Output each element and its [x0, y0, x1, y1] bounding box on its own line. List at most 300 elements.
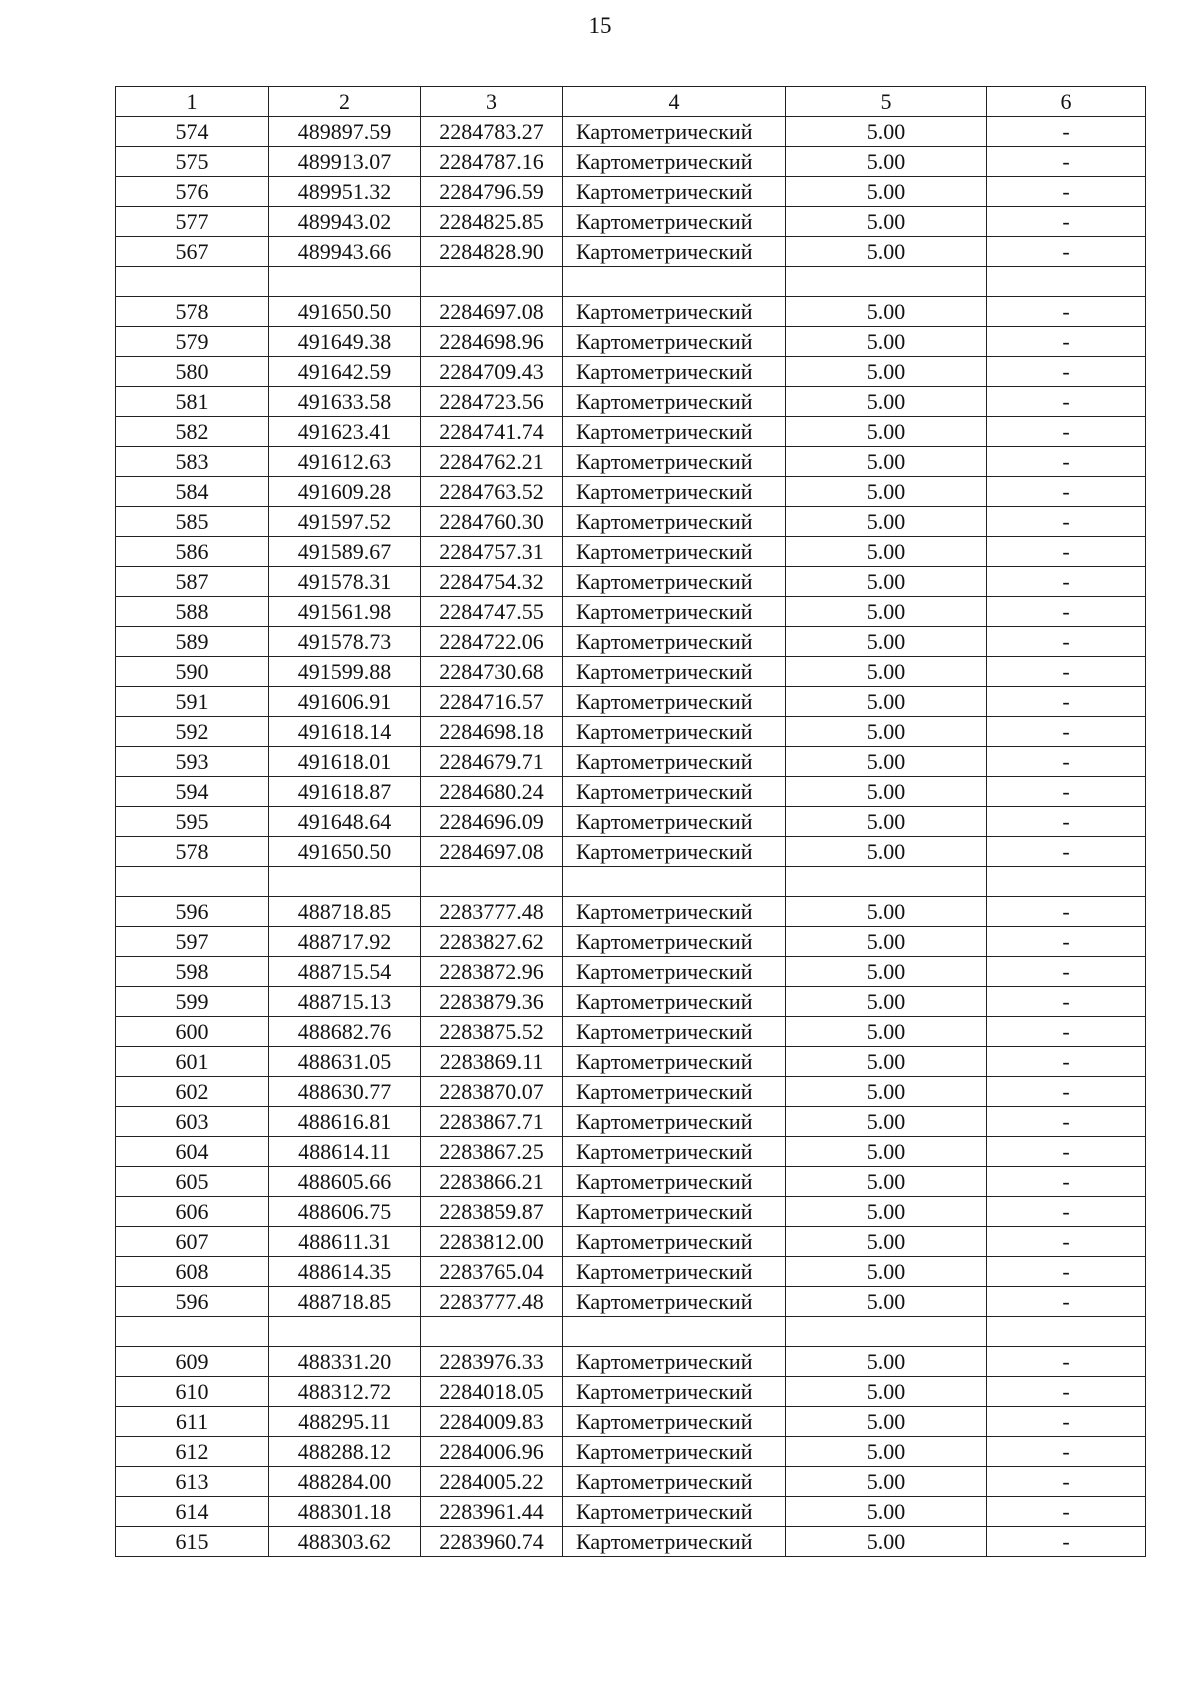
x-coordinate-cell: 488718.85 — [269, 1287, 421, 1317]
method-cell: Картометрический — [563, 297, 786, 327]
method-cell: Картометрический — [563, 837, 786, 867]
method-cell: Картометрический — [563, 177, 786, 207]
point-number-cell: 584 — [116, 477, 269, 507]
y-coordinate-cell: 2283765.04 — [421, 1257, 563, 1287]
point-number-cell: 599 — [116, 987, 269, 1017]
note-cell: - — [987, 957, 1146, 987]
accuracy-cell: 5.00 — [786, 117, 987, 147]
y-coordinate-cell — [421, 1317, 563, 1347]
point-number-cell: 586 — [116, 537, 269, 567]
method-cell — [563, 867, 786, 897]
table-row — [116, 447, 1146, 477]
table-row — [116, 1497, 1146, 1527]
page-number: 15 — [588, 13, 612, 38]
x-coordinate-cell: 488611.31 — [269, 1227, 421, 1257]
x-coordinate-cell: 488331.20 — [269, 1347, 421, 1377]
table-row — [116, 597, 1146, 627]
y-coordinate-cell: 2284730.68 — [421, 657, 563, 687]
point-number-cell: 615 — [116, 1527, 269, 1557]
accuracy-cell: 5.00 — [786, 1407, 987, 1437]
accuracy-cell: 5.00 — [786, 1197, 987, 1227]
method-cell: Картометрический — [563, 237, 786, 267]
method-cell: Картометрический — [563, 447, 786, 477]
method-cell: Картометрический — [563, 957, 786, 987]
column-header-5: 5 — [786, 87, 987, 117]
table-row — [116, 1347, 1146, 1377]
point-number-cell: 595 — [116, 807, 269, 837]
accuracy-cell — [786, 267, 987, 297]
note-cell: - — [987, 717, 1146, 747]
method-cell: Картометрический — [563, 627, 786, 657]
accuracy-cell: 5.00 — [786, 207, 987, 237]
point-number-cell: 597 — [116, 927, 269, 957]
note-cell — [987, 1317, 1146, 1347]
note-cell: - — [987, 837, 1146, 867]
x-coordinate-cell: 488614.11 — [269, 1137, 421, 1167]
method-cell: Картометрический — [563, 1437, 786, 1467]
note-cell: - — [987, 1107, 1146, 1137]
table-row — [116, 1227, 1146, 1257]
method-cell: Картометрический — [563, 597, 786, 627]
point-number-cell: 583 — [116, 447, 269, 477]
accuracy-cell: 5.00 — [786, 357, 987, 387]
x-coordinate-cell: 491648.64 — [269, 807, 421, 837]
note-cell: - — [987, 777, 1146, 807]
note-cell: - — [987, 477, 1146, 507]
note-cell: - — [987, 1227, 1146, 1257]
note-cell: - — [987, 687, 1146, 717]
y-coordinate-cell: 2284796.59 — [421, 177, 563, 207]
x-coordinate-cell: 491561.98 — [269, 597, 421, 627]
note-cell: - — [987, 1197, 1146, 1227]
y-coordinate-cell — [421, 267, 563, 297]
table-row — [116, 207, 1146, 237]
x-coordinate-cell — [269, 267, 421, 297]
method-cell: Картометрический — [563, 747, 786, 777]
x-coordinate-cell: 488605.66 — [269, 1167, 421, 1197]
table-row — [116, 1377, 1146, 1407]
table-row — [116, 807, 1146, 837]
x-coordinate-cell: 488631.05 — [269, 1047, 421, 1077]
coordinates-table — [115, 86, 1146, 1557]
accuracy-cell: 5.00 — [786, 777, 987, 807]
method-cell: Картометрический — [563, 1497, 786, 1527]
x-coordinate-cell: 488630.77 — [269, 1077, 421, 1107]
point-number-cell: 575 — [116, 147, 269, 177]
table-separator-row — [116, 867, 1146, 897]
method-cell: Картометрический — [563, 1467, 786, 1497]
note-cell: - — [987, 297, 1146, 327]
accuracy-cell: 5.00 — [786, 717, 987, 747]
table-row — [116, 837, 1146, 867]
x-coordinate-cell — [269, 867, 421, 897]
table-row — [116, 1107, 1146, 1137]
table-row — [116, 1437, 1146, 1467]
point-number-cell: 582 — [116, 417, 269, 447]
accuracy-cell: 5.00 — [786, 807, 987, 837]
note-cell: - — [987, 597, 1146, 627]
method-cell — [563, 1317, 786, 1347]
table-separator-row — [116, 267, 1146, 297]
table-row — [116, 507, 1146, 537]
y-coordinate-cell: 2284698.96 — [421, 327, 563, 357]
x-coordinate-cell: 491618.14 — [269, 717, 421, 747]
y-coordinate-cell: 2284697.08 — [421, 837, 563, 867]
method-cell: Картометрический — [563, 657, 786, 687]
column-header-3: 3 — [421, 87, 563, 117]
accuracy-cell: 5.00 — [786, 237, 987, 267]
table-row — [116, 1407, 1146, 1437]
point-number-cell: 600 — [116, 1017, 269, 1047]
note-cell: - — [987, 1347, 1146, 1377]
x-coordinate-cell: 488606.75 — [269, 1197, 421, 1227]
note-cell: - — [987, 1377, 1146, 1407]
y-coordinate-cell — [421, 867, 563, 897]
x-coordinate-cell: 488718.85 — [269, 897, 421, 927]
y-coordinate-cell: 2284757.31 — [421, 537, 563, 567]
table-row — [116, 987, 1146, 1017]
accuracy-cell: 5.00 — [786, 507, 987, 537]
table-row — [116, 897, 1146, 927]
point-number-cell: 590 — [116, 657, 269, 687]
accuracy-cell: 5.00 — [786, 1497, 987, 1527]
accuracy-cell: 5.00 — [786, 1227, 987, 1257]
note-cell: - — [987, 987, 1146, 1017]
method-cell — [563, 267, 786, 297]
y-coordinate-cell: 2284696.09 — [421, 807, 563, 837]
column-header-6: 6 — [987, 87, 1146, 117]
x-coordinate-cell: 488715.54 — [269, 957, 421, 987]
accuracy-cell: 5.00 — [786, 417, 987, 447]
note-cell: - — [987, 1047, 1146, 1077]
accuracy-cell: 5.00 — [786, 297, 987, 327]
x-coordinate-cell: 489943.02 — [269, 207, 421, 237]
x-coordinate-cell: 488288.12 — [269, 1437, 421, 1467]
y-coordinate-cell: 2283777.48 — [421, 897, 563, 927]
note-cell: - — [987, 387, 1146, 417]
accuracy-cell: 5.00 — [786, 1377, 987, 1407]
point-number-cell: 594 — [116, 777, 269, 807]
point-number-cell: 580 — [116, 357, 269, 387]
accuracy-cell: 5.00 — [786, 1017, 987, 1047]
point-number-cell: 592 — [116, 717, 269, 747]
table-row — [116, 537, 1146, 567]
y-coordinate-cell: 2284716.57 — [421, 687, 563, 717]
accuracy-cell: 5.00 — [786, 1077, 987, 1107]
y-coordinate-cell: 2284722.06 — [421, 627, 563, 657]
y-coordinate-cell: 2284009.83 — [421, 1407, 563, 1437]
accuracy-cell: 5.00 — [786, 327, 987, 357]
table-row — [116, 717, 1146, 747]
x-coordinate-cell: 489943.66 — [269, 237, 421, 267]
method-cell: Картометрический — [563, 387, 786, 417]
x-coordinate-cell: 491623.41 — [269, 417, 421, 447]
point-number-cell — [116, 267, 269, 297]
note-cell: - — [987, 1257, 1146, 1287]
note-cell: - — [987, 1287, 1146, 1317]
note-cell: - — [987, 177, 1146, 207]
accuracy-cell: 5.00 — [786, 537, 987, 567]
point-number-cell — [116, 1317, 269, 1347]
accuracy-cell: 5.00 — [786, 1467, 987, 1497]
table-separator-row — [116, 1317, 1146, 1347]
y-coordinate-cell: 2284006.96 — [421, 1437, 563, 1467]
note-cell: - — [987, 627, 1146, 657]
note-cell: - — [987, 1167, 1146, 1197]
method-cell: Картометрический — [563, 1257, 786, 1287]
accuracy-cell: 5.00 — [786, 927, 987, 957]
note-cell: - — [987, 327, 1146, 357]
x-coordinate-cell: 489897.59 — [269, 117, 421, 147]
accuracy-cell: 5.00 — [786, 1437, 987, 1467]
table-row — [116, 1167, 1146, 1197]
x-coordinate-cell: 488682.76 — [269, 1017, 421, 1047]
method-cell: Картометрический — [563, 417, 786, 447]
note-cell: - — [987, 507, 1146, 537]
accuracy-cell: 5.00 — [786, 1167, 987, 1197]
point-number-cell: 604 — [116, 1137, 269, 1167]
method-cell: Картометрический — [563, 477, 786, 507]
accuracy-cell: 5.00 — [786, 837, 987, 867]
table-row — [116, 237, 1146, 267]
method-cell: Картометрический — [563, 1227, 786, 1257]
point-number-cell: 596 — [116, 897, 269, 927]
method-cell: Картометрический — [563, 1017, 786, 1047]
point-number-cell: 567 — [116, 237, 269, 267]
accuracy-cell: 5.00 — [786, 657, 987, 687]
note-cell: - — [987, 147, 1146, 177]
method-cell: Картометрический — [563, 117, 786, 147]
accuracy-cell: 5.00 — [786, 627, 987, 657]
point-number-cell: 593 — [116, 747, 269, 777]
accuracy-cell: 5.00 — [786, 447, 987, 477]
table-row — [116, 1077, 1146, 1107]
x-coordinate-cell: 491578.31 — [269, 567, 421, 597]
note-cell: - — [987, 1137, 1146, 1167]
y-coordinate-cell: 2283867.25 — [421, 1137, 563, 1167]
table-row — [116, 1527, 1146, 1557]
method-cell: Картометрический — [563, 687, 786, 717]
y-coordinate-cell: 2284828.90 — [421, 237, 563, 267]
note-cell: - — [987, 1527, 1146, 1557]
point-number-cell: 602 — [116, 1077, 269, 1107]
y-coordinate-cell: 2284783.27 — [421, 117, 563, 147]
x-coordinate-cell: 489951.32 — [269, 177, 421, 207]
note-cell: - — [987, 1017, 1146, 1047]
x-coordinate-cell — [269, 1317, 421, 1347]
method-cell: Картометрический — [563, 207, 786, 237]
table-row — [116, 177, 1146, 207]
y-coordinate-cell: 2284762.21 — [421, 447, 563, 477]
method-cell: Картометрический — [563, 327, 786, 357]
y-coordinate-cell: 2284760.30 — [421, 507, 563, 537]
point-number-cell: 577 — [116, 207, 269, 237]
accuracy-cell: 5.00 — [786, 1137, 987, 1167]
x-coordinate-cell: 491649.38 — [269, 327, 421, 357]
table-row — [116, 387, 1146, 417]
note-cell: - — [987, 357, 1146, 387]
accuracy-cell: 5.00 — [786, 1107, 987, 1137]
table-row — [116, 1257, 1146, 1287]
table-row — [116, 1017, 1146, 1047]
y-coordinate-cell: 2284754.32 — [421, 567, 563, 597]
point-number-cell: 579 — [116, 327, 269, 357]
point-number-cell: 611 — [116, 1407, 269, 1437]
method-cell: Картометрический — [563, 1377, 786, 1407]
y-coordinate-cell: 2284680.24 — [421, 777, 563, 807]
method-cell: Картометрический — [563, 507, 786, 537]
y-coordinate-cell: 2284741.74 — [421, 417, 563, 447]
note-cell: - — [987, 1497, 1146, 1527]
accuracy-cell: 5.00 — [786, 477, 987, 507]
point-number-cell: 612 — [116, 1437, 269, 1467]
x-coordinate-cell: 489913.07 — [269, 147, 421, 177]
accuracy-cell — [786, 1317, 987, 1347]
y-coordinate-cell: 2284679.71 — [421, 747, 563, 777]
method-cell: Картометрический — [563, 1047, 786, 1077]
point-number-cell: 587 — [116, 567, 269, 597]
x-coordinate-cell: 491599.88 — [269, 657, 421, 687]
x-coordinate-cell: 491609.28 — [269, 477, 421, 507]
x-coordinate-cell: 488312.72 — [269, 1377, 421, 1407]
x-coordinate-cell: 488717.92 — [269, 927, 421, 957]
y-coordinate-cell: 2284005.22 — [421, 1467, 563, 1497]
method-cell: Картометрический — [563, 147, 786, 177]
point-number-cell: 598 — [116, 957, 269, 987]
point-number-cell: 605 — [116, 1167, 269, 1197]
point-number-cell: 581 — [116, 387, 269, 417]
accuracy-cell: 5.00 — [786, 957, 987, 987]
y-coordinate-cell: 2283875.52 — [421, 1017, 563, 1047]
accuracy-cell: 5.00 — [786, 177, 987, 207]
note-cell: - — [987, 1407, 1146, 1437]
table-row — [116, 1047, 1146, 1077]
x-coordinate-cell: 488715.13 — [269, 987, 421, 1017]
method-cell: Картометрический — [563, 1107, 786, 1137]
y-coordinate-cell: 2283870.07 — [421, 1077, 563, 1107]
accuracy-cell: 5.00 — [786, 747, 987, 777]
method-cell: Картометрический — [563, 357, 786, 387]
table-row — [116, 627, 1146, 657]
accuracy-cell: 5.00 — [786, 687, 987, 717]
method-cell: Картометрический — [563, 1347, 786, 1377]
x-coordinate-cell: 488303.62 — [269, 1527, 421, 1557]
x-coordinate-cell: 488616.81 — [269, 1107, 421, 1137]
x-coordinate-cell: 491633.58 — [269, 387, 421, 417]
note-cell: - — [987, 1467, 1146, 1497]
table-row — [116, 657, 1146, 687]
table-row — [116, 927, 1146, 957]
note-cell: - — [987, 927, 1146, 957]
y-coordinate-cell: 2283976.33 — [421, 1347, 563, 1377]
x-coordinate-cell: 491642.59 — [269, 357, 421, 387]
accuracy-cell: 5.00 — [786, 987, 987, 1017]
y-coordinate-cell: 2283812.00 — [421, 1227, 563, 1257]
x-coordinate-cell: 491612.63 — [269, 447, 421, 477]
accuracy-cell: 5.00 — [786, 597, 987, 627]
accuracy-cell — [786, 867, 987, 897]
method-cell: Картометрический — [563, 777, 786, 807]
x-coordinate-cell: 491618.01 — [269, 747, 421, 777]
note-cell: - — [987, 1437, 1146, 1467]
table-row — [116, 567, 1146, 597]
point-number-cell: 576 — [116, 177, 269, 207]
accuracy-cell: 5.00 — [786, 897, 987, 927]
method-cell: Картометрический — [563, 1407, 786, 1437]
table-row — [116, 687, 1146, 717]
note-cell: - — [987, 237, 1146, 267]
y-coordinate-cell: 2283859.87 — [421, 1197, 563, 1227]
note-cell: - — [987, 1077, 1146, 1107]
y-coordinate-cell: 2283869.11 — [421, 1047, 563, 1077]
method-cell: Картометрический — [563, 1167, 786, 1197]
method-cell: Картометрический — [563, 1197, 786, 1227]
table-row — [116, 327, 1146, 357]
y-coordinate-cell: 2284697.08 — [421, 297, 563, 327]
point-number-cell: 578 — [116, 297, 269, 327]
table-row — [116, 477, 1146, 507]
column-header-4: 4 — [563, 87, 786, 117]
x-coordinate-cell: 491650.50 — [269, 837, 421, 867]
note-cell: - — [987, 117, 1146, 147]
point-number-cell: 606 — [116, 1197, 269, 1227]
accuracy-cell: 5.00 — [786, 1527, 987, 1557]
point-number-cell: 578 — [116, 837, 269, 867]
y-coordinate-cell: 2283866.21 — [421, 1167, 563, 1197]
accuracy-cell: 5.00 — [786, 567, 987, 597]
y-coordinate-cell: 2284698.18 — [421, 717, 563, 747]
table-row — [116, 747, 1146, 777]
accuracy-cell: 5.00 — [786, 1047, 987, 1077]
accuracy-cell: 5.00 — [786, 1257, 987, 1287]
point-number-cell: 591 — [116, 687, 269, 717]
note-cell: - — [987, 447, 1146, 477]
y-coordinate-cell: 2283879.36 — [421, 987, 563, 1017]
point-number-cell: 614 — [116, 1497, 269, 1527]
method-cell: Картометрический — [563, 1287, 786, 1317]
y-coordinate-cell: 2283777.48 — [421, 1287, 563, 1317]
note-cell: - — [987, 417, 1146, 447]
accuracy-cell: 5.00 — [786, 1347, 987, 1377]
note-cell: - — [987, 657, 1146, 687]
table-header-row — [116, 87, 1146, 117]
accuracy-cell: 5.00 — [786, 1287, 987, 1317]
table-row — [116, 1137, 1146, 1167]
y-coordinate-cell: 2284787.16 — [421, 147, 563, 177]
point-number-cell: 601 — [116, 1047, 269, 1077]
table-body — [116, 117, 1146, 1557]
note-cell: - — [987, 567, 1146, 597]
table-row — [116, 1197, 1146, 1227]
point-number-cell: 596 — [116, 1287, 269, 1317]
accuracy-cell: 5.00 — [786, 147, 987, 177]
x-coordinate-cell: 491618.87 — [269, 777, 421, 807]
method-cell: Картометрический — [563, 1527, 786, 1557]
y-coordinate-cell: 2283872.96 — [421, 957, 563, 987]
x-coordinate-cell: 491597.52 — [269, 507, 421, 537]
point-number-cell: 603 — [116, 1107, 269, 1137]
point-number-cell: 589 — [116, 627, 269, 657]
point-number-cell: 610 — [116, 1377, 269, 1407]
note-cell — [987, 867, 1146, 897]
table-row — [116, 297, 1146, 327]
method-cell: Картометрический — [563, 567, 786, 597]
note-cell — [987, 267, 1146, 297]
x-coordinate-cell: 491589.67 — [269, 537, 421, 567]
method-cell: Картометрический — [563, 927, 786, 957]
x-coordinate-cell: 488301.18 — [269, 1497, 421, 1527]
method-cell: Картометрический — [563, 987, 786, 1017]
